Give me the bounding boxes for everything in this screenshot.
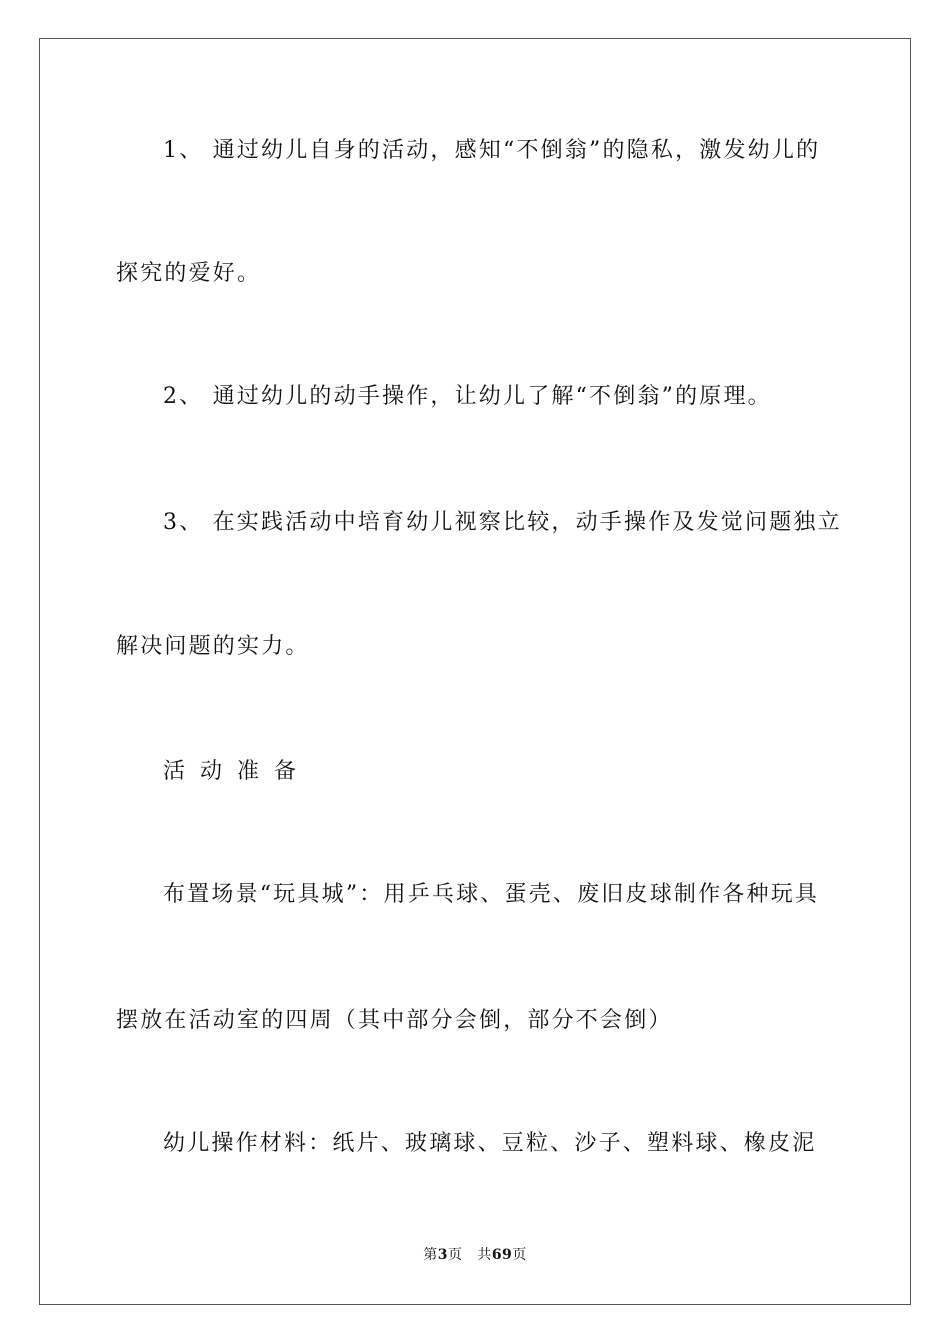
paragraph-materials: 幼儿操作材料：纸片、玻璃球、豆粒、沙子、塑料球、橡皮泥 (163, 1131, 817, 1156)
footer-page-number: 3 (437, 1247, 448, 1263)
footer-prefix: 第 (423, 1247, 438, 1263)
paragraph-objective-3-continued: 解决问题的实力。 (116, 634, 310, 659)
paragraph-objective-1-continued: 探究的爱好。 (116, 261, 262, 286)
paragraph-scene-setup: 布置场景“玩具城”：用乒乓球、蛋壳、废旧皮球制作各种玩具 (163, 882, 820, 907)
paragraph-objective-1: 1、 通过幼儿自身的活动，感知“不倒翁”的隐私，激发幼儿的 (163, 138, 821, 163)
footer-total-suffix: 页 (512, 1247, 527, 1263)
footer-page-suffix: 页 (447, 1247, 463, 1263)
footer-total-pages: 69 (491, 1247, 513, 1263)
page-footer (0, 1246, 950, 1264)
footer-total-prefix: 共 (477, 1247, 492, 1263)
paragraph-objective-3: 3、 在实践活动中培育幼儿视察比较，动手操作及发觉问题独立 (163, 510, 842, 535)
paragraph-objective-2: 2、 通过幼儿的动手操作，让幼儿了解“不倒翁”的原理。 (163, 384, 772, 409)
paragraph-scene-setup-continued: 摆放在活动室的四周（其中部分会倒，部分不会倒） (116, 1008, 673, 1033)
page-border (39, 38, 911, 1305)
section-heading-preparation: 活动准备 (163, 759, 312, 784)
